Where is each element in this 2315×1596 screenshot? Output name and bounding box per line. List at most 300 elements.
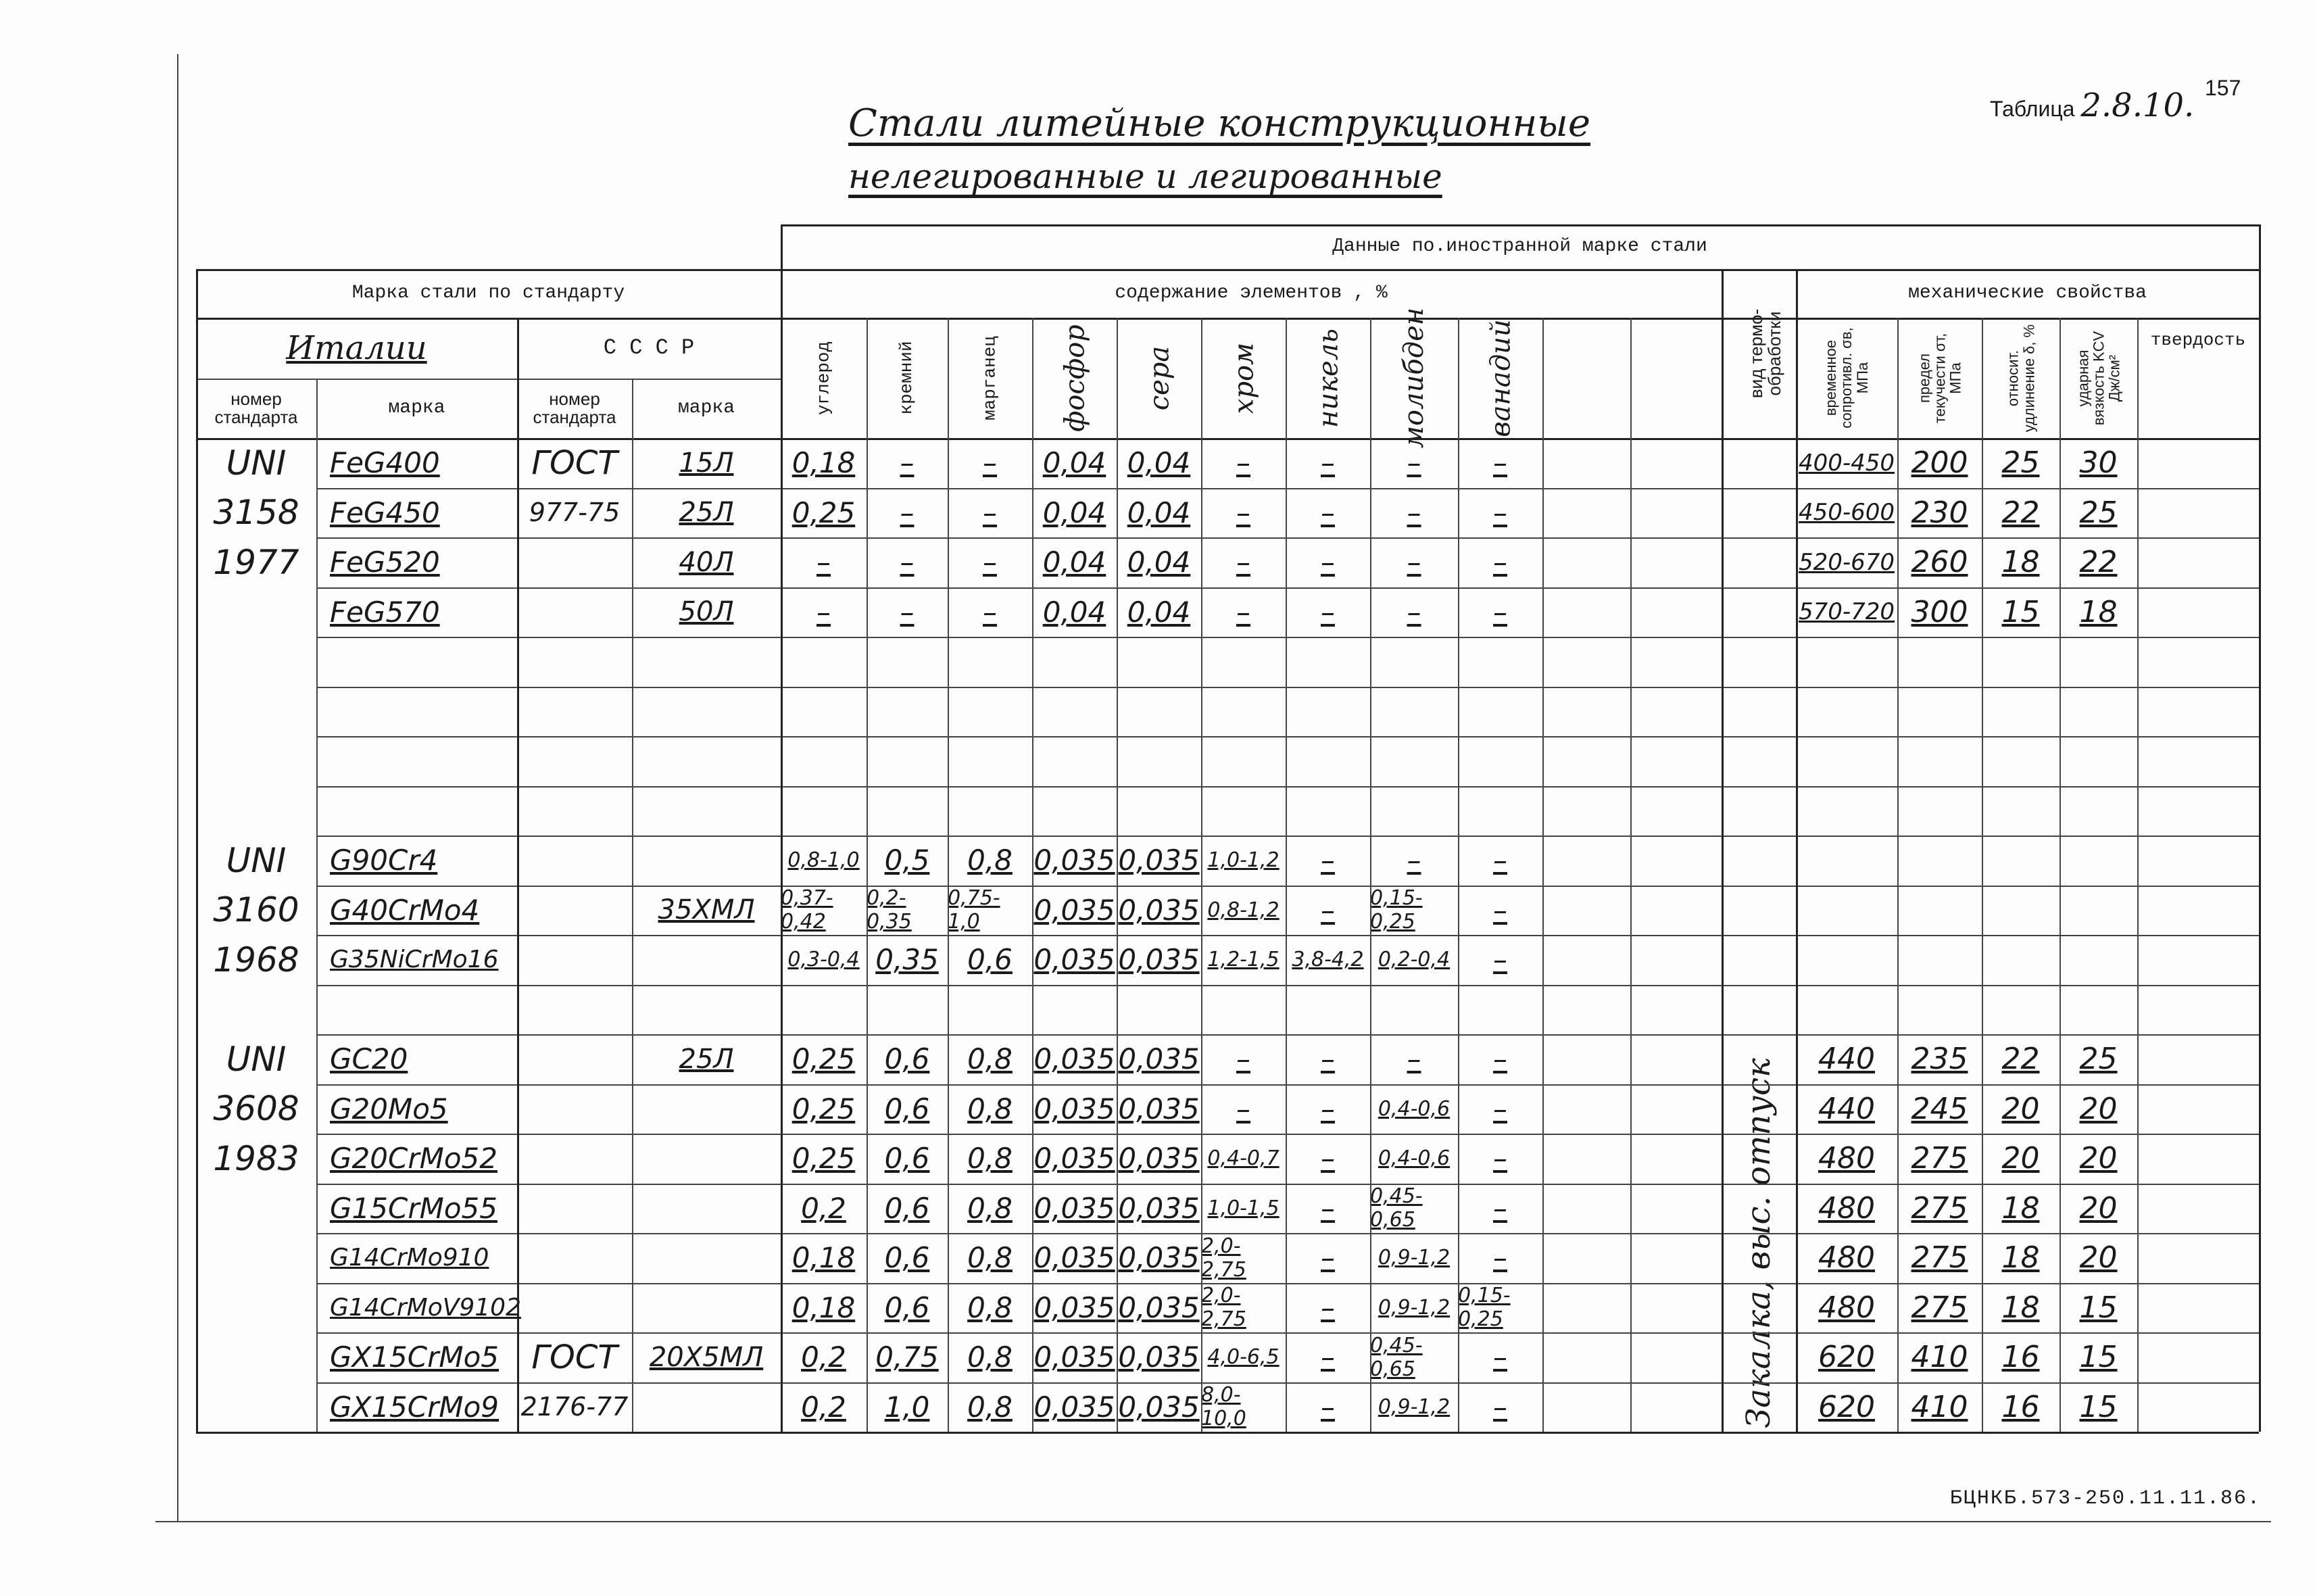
row-line [316, 1233, 2259, 1234]
header-mech-0: временное сопротивл. σв, МПа [1822, 327, 1871, 429]
header-hardness: твердость [2150, 330, 2246, 350]
header-std-number: номер стандарта [214, 388, 298, 427]
value-v-2-1: – [1493, 1092, 1507, 1126]
col-line [1897, 318, 1899, 1432]
table-tag [1990, 87, 2194, 124]
mech-ys-0-1: 230 [1911, 495, 1968, 530]
value-si-0-0: – [900, 446, 915, 480]
grade-2-0: GC20 [330, 1042, 408, 1076]
std-0-1: 3158 [213, 493, 299, 533]
header-line-1 [196, 269, 2259, 271]
value-v-1-1: – [1493, 893, 1507, 927]
mech-uts-2-0: 440 [1818, 1042, 1875, 1077]
value-p-1-0: 0,035 [1033, 844, 1115, 877]
value-si-1-2: 0,35 [875, 943, 939, 977]
header-heat-treatment: вид термо-обработки [1745, 308, 1784, 399]
row-line [316, 786, 2259, 788]
value-v-2-2: – [1493, 1142, 1507, 1176]
row-line [316, 1084, 2259, 1086]
value-mo-2-2: 0,4-0,6 [1378, 1146, 1451, 1171]
mech-ys-0-2: 260 [1911, 545, 1968, 580]
value-ni-2-7: – [1321, 1390, 1335, 1424]
row-line [316, 1283, 2259, 1284]
col-line [316, 379, 318, 1432]
mech-uts-0-3: 570-720 [1798, 598, 1895, 626]
value-ni-0-0: – [1321, 446, 1335, 480]
value-si-2-3: 0,6 [884, 1191, 930, 1225]
value-s-2-2: 0,035 [1118, 1142, 1200, 1176]
value-p-2-7: 0,035 [1033, 1390, 1115, 1424]
value-s-1-0: 0,035 [1118, 844, 1200, 877]
grade-1-1: G40CrMo4 [330, 893, 480, 927]
value-cr-2-0: – [1236, 1042, 1250, 1076]
mech-uts-2-6: 620 [1818, 1340, 1875, 1375]
value-ni-0-3: – [1321, 595, 1335, 629]
ussr-grade-0-1: 25Л [679, 497, 734, 529]
col-line [1982, 318, 1983, 1432]
value-c-0-0: 0,18 [791, 446, 856, 480]
grade-2-7: GX15CrMo9 [330, 1390, 499, 1424]
value-mn-2-5: 0,8 [967, 1290, 1013, 1324]
value-ni-2-2: – [1321, 1142, 1335, 1176]
value-cr-1-1: 0,8-1,2 [1207, 898, 1280, 922]
col-line [781, 224, 783, 1432]
grade-0-0: FeG400 [330, 446, 440, 480]
value-p-0-3: 0,04 [1042, 595, 1106, 629]
value-c-2-1: 0,25 [791, 1092, 856, 1126]
header-element-8: ванадий [1484, 318, 1516, 437]
header-ussr-grade: марка [677, 397, 735, 419]
value-p-2-5: 0,035 [1033, 1290, 1115, 1324]
value-cr-2-5: 2,0-2,75 [1201, 1284, 1246, 1332]
value-cr-0-2: – [1236, 546, 1250, 579]
value-c-1-2: 0,3-0,4 [787, 948, 860, 972]
value-mn-1-1: 0,75-1,0 [948, 886, 1000, 934]
header-line-2 [196, 318, 2259, 320]
value-p-2-4: 0,035 [1033, 1241, 1115, 1275]
mech-ys-0-0: 200 [1911, 445, 1968, 481]
header-line-3b [517, 379, 781, 380]
mech-ys-2-1: 245 [1911, 1091, 1968, 1126]
value-ni-1-2: 3,8-4,2 [1292, 948, 1364, 972]
mech-el-0-0: 25 [2001, 445, 2040, 481]
header-element-5: хром [1227, 342, 1259, 414]
value-c-0-2: – [817, 546, 831, 579]
value-c-2-0: 0,25 [791, 1042, 856, 1076]
mech-ys-2-6: 410 [1911, 1340, 1968, 1375]
value-mo-1-0: – [1407, 844, 1421, 877]
value-v-0-0: – [1493, 446, 1507, 480]
col-line [1542, 318, 1544, 1432]
heat-treatment-2: Закалка, выс. отпуск [1739, 1058, 1778, 1428]
mech-el-2-1: 20 [2001, 1091, 2040, 1126]
value-ni-2-3: – [1321, 1191, 1335, 1225]
ussr-grade-2-0: 25Л [679, 1043, 734, 1075]
header-mech-3: ударная вязкость KCV Дж/см² [2074, 331, 2123, 425]
mech-el-0-3: 15 [2001, 594, 2040, 629]
header-foreign-data: Данные по.иностранной марке стали [1332, 236, 1707, 258]
value-s-1-1: 0,035 [1118, 893, 1200, 927]
mech-el-0-1: 22 [2001, 495, 2040, 530]
grade-2-1: G20Mo5 [330, 1092, 448, 1126]
grade-2-4: G14CrMo910 [330, 1244, 489, 1272]
value-cr-2-3: 1,0-1,5 [1207, 1196, 1280, 1220]
value-v-2-7: – [1493, 1390, 1507, 1424]
value-v-1-2: – [1493, 943, 1507, 977]
value-mo-0-3: – [1407, 595, 1421, 629]
col-line-left [196, 269, 198, 1432]
row-line [316, 736, 2259, 737]
value-c-1-0: 0,8-1,0 [787, 848, 860, 873]
value-c-2-2: 0,25 [791, 1142, 856, 1176]
value-si-2-1: 0,6 [884, 1092, 930, 1126]
value-s-2-0: 0,035 [1118, 1042, 1200, 1076]
value-cr-2-4: 2,0-2,75 [1201, 1234, 1246, 1282]
value-p-0-2: 0,04 [1042, 546, 1106, 579]
col-line [1117, 318, 1118, 1432]
mech-kcv-2-0: 25 [2079, 1042, 2118, 1077]
value-ni-2-6: – [1321, 1340, 1335, 1374]
header-mech-1: предел текучести σт, МПа [1915, 333, 1964, 423]
value-mo-1-1: 0,15-0,25 [1370, 886, 1423, 934]
grade-2-5: G14CrMoV9102 [330, 1293, 521, 1322]
value-mo-0-0: – [1407, 446, 1421, 480]
value-p-1-2: 0,035 [1033, 943, 1115, 977]
value-mn-2-1: 0,8 [967, 1092, 1013, 1126]
ussr-grade-1-1: 35ХМЛ [658, 894, 755, 926]
col-line [517, 318, 519, 1432]
value-s-2-4: 0,035 [1118, 1241, 1200, 1275]
value-s-2-5: 0,035 [1118, 1290, 1200, 1324]
grade-2-6: GX15CrMo5 [330, 1340, 499, 1374]
value-p-2-0: 0,035 [1033, 1042, 1115, 1076]
value-si-0-3: – [900, 595, 915, 629]
value-mn-1-0: 0,8 [967, 844, 1013, 877]
value-mo-2-3: 0,45-0,65 [1370, 1184, 1423, 1232]
header-bottom-line [196, 438, 2259, 440]
value-v-2-3: – [1493, 1191, 1507, 1225]
value-cr-0-1: – [1236, 495, 1250, 529]
value-mo-2-5: 0,9-1,2 [1378, 1295, 1451, 1320]
page-left-frame [177, 54, 178, 1521]
value-s-0-0: 0,04 [1127, 446, 1191, 480]
mech-kcv-2-3: 20 [2079, 1190, 2118, 1226]
page-bottom-frame [155, 1521, 2271, 1522]
ussr-std-2-0: ГОСТ [531, 1338, 618, 1376]
header-italy: Италии [286, 329, 427, 367]
value-si-2-5: 0,6 [884, 1290, 930, 1324]
mech-uts-2-4: 480 [1818, 1240, 1875, 1276]
value-cr-1-2: 1,2-1,5 [1207, 948, 1280, 972]
value-s-2-1: 0,035 [1118, 1092, 1200, 1126]
col-line [867, 318, 868, 1432]
mech-uts-2-2: 480 [1818, 1141, 1875, 1176]
mech-uts-2-5: 480 [1818, 1290, 1875, 1325]
col-line [1796, 269, 1798, 1432]
header-element-7: молибден [1398, 307, 1430, 449]
std-2-1: 3608 [213, 1089, 299, 1129]
value-mn-2-2: 0,8 [967, 1142, 1013, 1176]
mech-kcv-2-7: 15 [2079, 1389, 2118, 1424]
mech-el-2-4: 18 [2001, 1240, 2040, 1276]
value-mo-2-6: 0,45-0,65 [1370, 1333, 1423, 1381]
value-p-2-6: 0,035 [1033, 1340, 1115, 1374]
value-ni-1-0: – [1321, 844, 1335, 877]
value-p-2-2: 0,035 [1033, 1142, 1115, 1176]
std-0-2: 1977 [213, 542, 299, 582]
col-line [1370, 318, 1371, 1432]
value-c-2-6: 0,2 [801, 1340, 846, 1374]
mech-kcv-2-5: 15 [2079, 1290, 2118, 1325]
value-cr-2-6: 4,0-6,5 [1207, 1345, 1280, 1370]
std-0-0: UNI [226, 443, 287, 483]
row-line [316, 886, 2259, 887]
mech-kcv-2-6: 15 [2079, 1340, 2118, 1375]
grade-1-2: G35NiCrMo16 [330, 946, 499, 974]
mech-ys-2-3: 275 [1911, 1190, 1968, 1226]
mech-uts-2-3: 480 [1818, 1190, 1875, 1226]
header-element-3: фосфор [1058, 324, 1090, 432]
row-line [316, 1034, 2259, 1036]
value-cr-0-0: – [1236, 446, 1250, 480]
std-1-1: 3160 [213, 890, 299, 930]
value-mn-0-3: – [983, 595, 997, 629]
col-line [948, 318, 949, 1432]
value-mo-2-7: 0,9-1,2 [1378, 1395, 1451, 1419]
value-ni-0-2: – [1321, 546, 1335, 579]
value-c-2-7: 0,2 [801, 1390, 846, 1424]
mech-uts-2-1: 440 [1818, 1091, 1875, 1126]
value-v-2-5: 0,15-0,25 [1458, 1284, 1511, 1332]
value-v-0-1: – [1493, 495, 1507, 529]
std-2-0: UNI [226, 1039, 287, 1079]
value-mn-0-1: – [983, 495, 997, 529]
value-ni-2-1: – [1321, 1092, 1335, 1126]
header-ussr-std-number: номер стандарта [533, 388, 616, 427]
mech-el-2-2: 20 [2001, 1141, 2040, 1176]
value-si-2-7: 1,0 [884, 1390, 930, 1424]
mech-ys-2-4: 275 [1911, 1240, 1968, 1276]
std-1-2: 1968 [213, 940, 299, 980]
value-c-2-4: 0,18 [791, 1241, 856, 1275]
header-mech-2: относит. удлинение δ, % [2004, 324, 2037, 432]
std-1-0: UNI [226, 840, 287, 880]
col-line [1722, 269, 1724, 1432]
value-s-1-2: 0,035 [1118, 943, 1200, 977]
grade-1-0: G90Cr4 [330, 844, 438, 877]
value-v-2-6: – [1493, 1340, 1507, 1374]
page-number: 157 [2205, 76, 2241, 100]
page-title-line1: Стали литейные конструкционные [848, 101, 1590, 145]
table-label: Таблица [1990, 97, 2075, 121]
value-s-0-2: 0,04 [1127, 546, 1191, 579]
mech-uts-0-2: 520-670 [1798, 548, 1895, 576]
col-line [1458, 318, 1459, 1432]
value-ni-0-1: – [1321, 495, 1335, 529]
value-si-0-1: – [900, 495, 915, 529]
value-ni-1-1: – [1321, 893, 1335, 927]
value-cr-2-1: – [1236, 1092, 1250, 1126]
ussr-grade-2-6: 20Х5МЛ [649, 1341, 764, 1373]
mech-kcv-0-3: 18 [2079, 594, 2118, 629]
value-c-2-3: 0,2 [801, 1191, 846, 1225]
value-mn-2-0: 0,8 [967, 1042, 1013, 1076]
row-line [316, 1332, 2259, 1334]
table-bottom-line [196, 1432, 2259, 1434]
header-element-4: сера [1143, 345, 1175, 410]
mech-el-2-7: 16 [2001, 1389, 2040, 1424]
value-mo-2-0: – [1407, 1042, 1421, 1076]
value-s-2-6: 0,035 [1118, 1340, 1200, 1374]
value-si-1-1: 0,2-0,35 [867, 886, 912, 934]
grade-0-3: FeG570 [330, 595, 440, 629]
value-mn-0-0: – [983, 446, 997, 480]
value-cr-2-7: 8,0-10,0 [1201, 1383, 1246, 1431]
mech-ys-0-3: 300 [1911, 594, 1968, 629]
ussr-std-0-0: ГОСТ [531, 443, 618, 482]
mech-uts-0-0: 400-450 [1798, 449, 1895, 477]
ussr-grade-0-3: 50Л [679, 596, 734, 628]
col-line [1630, 318, 1632, 1432]
ussr-grade-0-2: 40Л [679, 546, 734, 578]
header-element-2: марганец [979, 335, 1000, 420]
value-mn-2-3: 0,8 [967, 1191, 1013, 1225]
value-si-2-4: 0,6 [884, 1241, 930, 1275]
value-si-0-2: – [900, 546, 915, 579]
value-v-0-2: – [1493, 546, 1507, 579]
value-cr-1-0: 1,0-1,2 [1207, 848, 1280, 873]
col-line [2137, 318, 2139, 1432]
value-s-2-7: 0,035 [1118, 1390, 1200, 1424]
value-mn-0-2: – [983, 546, 997, 579]
mech-el-0-2: 18 [2001, 545, 2040, 580]
value-mo-2-4: 0,9-1,2 [1378, 1246, 1451, 1270]
mech-kcv-2-1: 20 [2079, 1091, 2118, 1126]
value-c-0-1: 0,25 [791, 495, 856, 529]
col-line [2060, 318, 2061, 1432]
header-composition: содержание элементов , % [1115, 283, 1388, 304]
grade-0-2: FeG520 [330, 546, 440, 579]
row-line [316, 537, 2259, 539]
mech-kcv-2-4: 20 [2079, 1240, 2118, 1276]
value-mo-0-1: – [1407, 495, 1421, 529]
header-element-0: углерод [812, 341, 833, 415]
row-line [316, 687, 2259, 688]
row-line [316, 836, 2259, 837]
header-grade-by-standard: Марка стали по стандарту [351, 283, 625, 304]
value-s-0-3: 0,04 [1127, 595, 1191, 629]
value-c-0-3: – [817, 595, 831, 629]
mech-ys-2-5: 275 [1911, 1290, 1968, 1325]
value-si-1-0: 0,5 [884, 844, 930, 877]
col-line-right [2259, 224, 2261, 1432]
col-line [1032, 318, 1033, 1432]
value-s-0-1: 0,04 [1127, 495, 1191, 529]
value-c-1-1: 0,37-0,42 [781, 886, 833, 934]
std-2-2: 1983 [213, 1138, 299, 1178]
header-element-6: никель [1312, 328, 1344, 428]
value-v-2-4: – [1493, 1241, 1507, 1275]
value-mo-0-2: – [1407, 546, 1421, 579]
value-ni-2-4: – [1321, 1241, 1335, 1275]
ussr-grade-0-0: 15Л [679, 447, 734, 479]
header-element-1: кремний [896, 341, 917, 415]
mech-kcv-0-2: 22 [2079, 545, 2118, 580]
ussr-std-2-1: 2176-77 [520, 1392, 629, 1422]
row-line [316, 1134, 2259, 1135]
value-p-1-1: 0,035 [1033, 893, 1115, 927]
col-line [1201, 318, 1202, 1432]
row-line [316, 637, 2259, 638]
row-line [316, 1184, 2259, 1185]
mech-uts-2-7: 620 [1818, 1389, 1875, 1424]
value-si-2-0: 0,6 [884, 1042, 930, 1076]
mech-ys-2-2: 275 [1911, 1141, 1968, 1176]
value-mo-2-1: 0,4-0,6 [1378, 1096, 1451, 1121]
mech-kcv-0-0: 30 [2079, 445, 2118, 481]
value-p-2-3: 0,035 [1033, 1191, 1115, 1225]
mech-el-2-0: 22 [2001, 1042, 2040, 1077]
value-si-2-2: 0,6 [884, 1142, 930, 1176]
header-grade: марка [388, 397, 445, 419]
value-p-0-0: 0,04 [1042, 446, 1106, 480]
mech-ys-2-0: 235 [1911, 1042, 1968, 1077]
value-cr-0-3: – [1236, 595, 1250, 629]
header-mechanical: механические свойства [1908, 283, 2147, 304]
value-ni-2-0: – [1321, 1042, 1335, 1076]
value-cr-2-2: 0,4-0,7 [1207, 1146, 1280, 1171]
mech-el-2-3: 18 [2001, 1190, 2040, 1226]
mech-el-2-5: 18 [2001, 1290, 2040, 1325]
value-c-2-5: 0,18 [791, 1290, 856, 1324]
value-v-2-0: – [1493, 1042, 1507, 1076]
document-code: БЦНКБ.573-250.11.11.86. [1949, 1487, 2261, 1510]
grade-0-1: FeG450 [330, 495, 440, 529]
value-si-2-6: 0,75 [875, 1340, 939, 1374]
value-s-2-3: 0,035 [1118, 1191, 1200, 1225]
table-number: 2.8.10. [2080, 87, 2195, 124]
mech-el-2-6: 16 [2001, 1340, 2040, 1375]
row-line [316, 587, 2259, 589]
value-mn-2-4: 0,8 [967, 1241, 1013, 1275]
value-ni-2-5: – [1321, 1290, 1335, 1324]
row-line [316, 935, 2259, 936]
header-ussr: С С С Р [603, 335, 695, 361]
row-line [316, 985, 2259, 986]
grade-2-2: G20CrMo52 [330, 1142, 497, 1176]
value-mn-2-6: 0,8 [967, 1340, 1013, 1374]
value-p-2-1: 0,035 [1033, 1092, 1115, 1126]
value-v-0-3: – [1493, 595, 1507, 629]
row-line [316, 1382, 2259, 1384]
value-p-0-1: 0,04 [1042, 495, 1106, 529]
table-top-line [781, 224, 2259, 226]
mech-kcv-0-1: 25 [2079, 495, 2118, 530]
col-line [1286, 318, 1287, 1432]
mech-uts-0-1: 450-600 [1798, 499, 1895, 527]
value-mo-1-2: 0,2-0,4 [1378, 948, 1451, 972]
col-line [632, 379, 633, 1432]
ussr-std-0-1: 977-75 [529, 498, 620, 528]
page-title-line2: нелегированные и легированные [848, 157, 1442, 196]
value-mn-1-2: 0,6 [967, 943, 1013, 977]
value-v-1-0: – [1493, 844, 1507, 877]
mech-ys-2-7: 410 [1911, 1389, 1968, 1424]
grade-2-3: G15CrMo55 [330, 1191, 497, 1225]
value-mn-2-7: 0,8 [967, 1390, 1013, 1424]
row-line [316, 488, 2259, 489]
mech-kcv-2-2: 20 [2079, 1141, 2118, 1176]
